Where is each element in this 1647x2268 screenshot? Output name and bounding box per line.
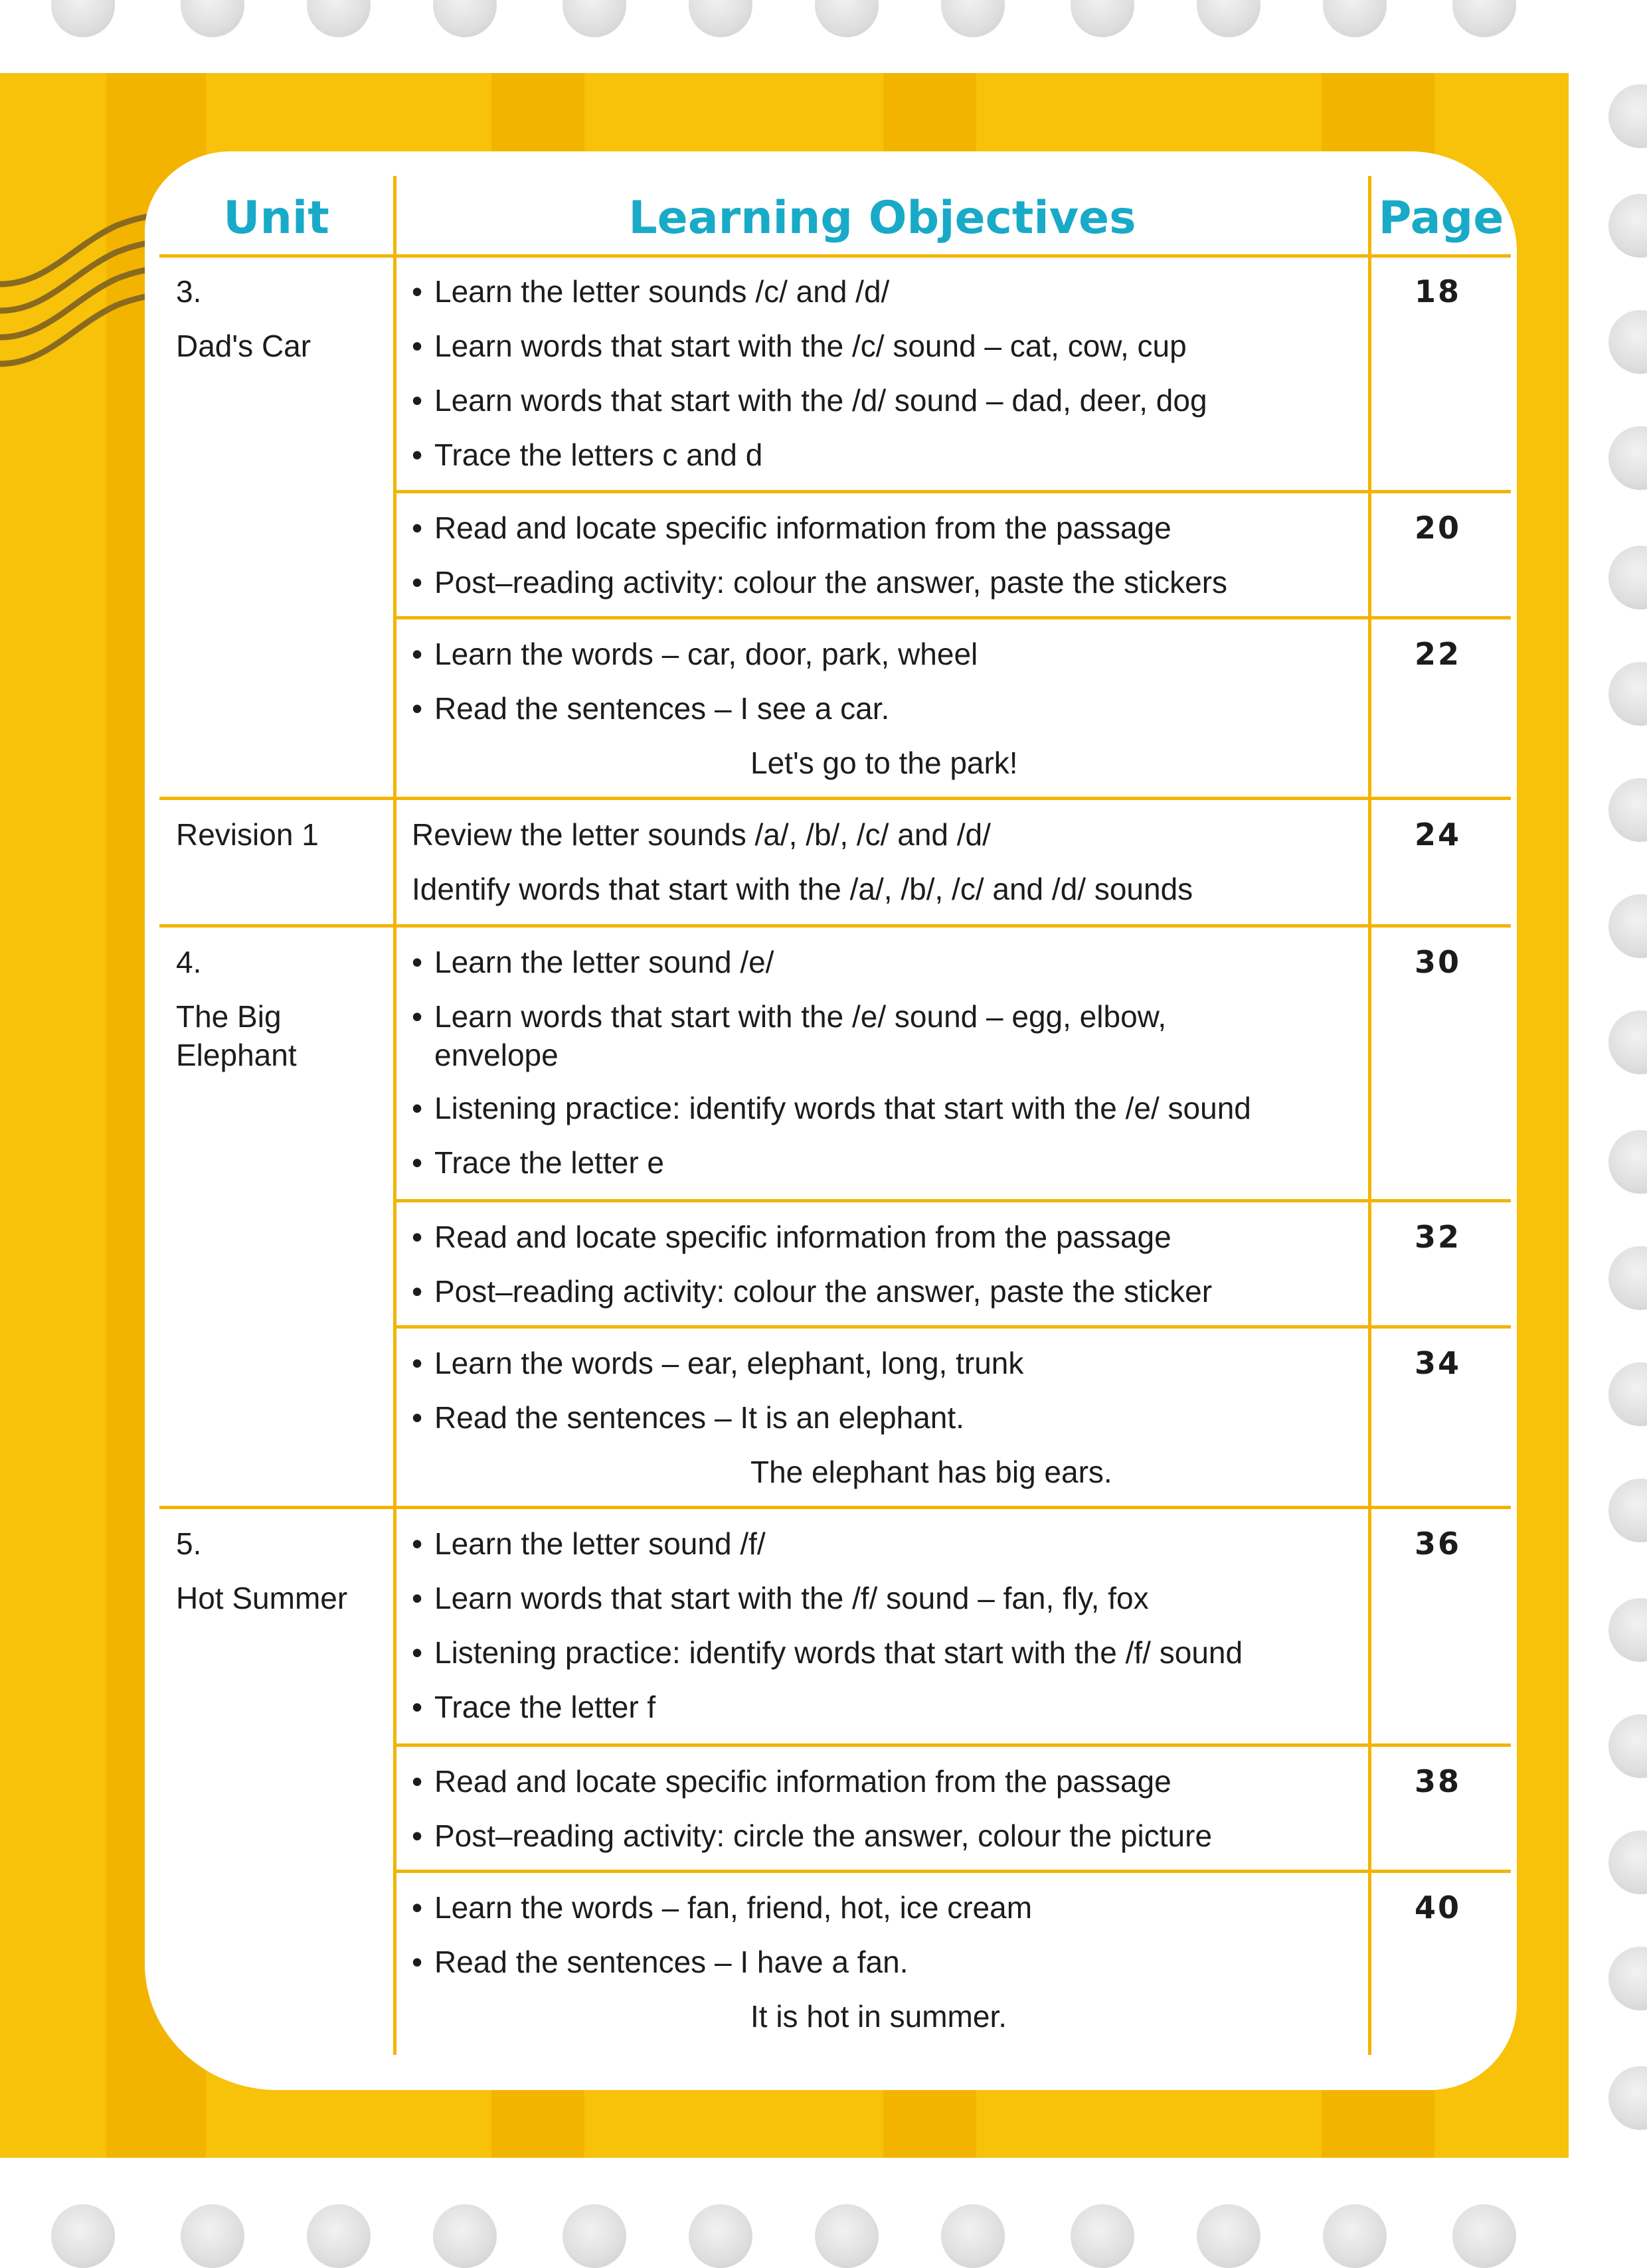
- page-number: 36: [1414, 1526, 1461, 1562]
- perforation-hole: [1452, 2204, 1516, 2268]
- row-rule: [159, 1506, 1511, 1509]
- objective-line: • Listening practice: identify words that start with the /f/ sound: [412, 1635, 1243, 1670]
- perforation-hole: [1608, 1130, 1647, 1194]
- perforation-hole: [1608, 546, 1647, 609]
- objective-line: Identify words that start with the /a/, /b/, /c/ and /d/ sounds: [412, 872, 1193, 906]
- unit-number: 3.: [176, 274, 202, 309]
- unit-cell: [176, 807, 389, 862]
- perforation-hole: [1071, 2204, 1134, 2268]
- perforation-hole: [815, 0, 879, 37]
- perforation-hole: [433, 2204, 497, 2268]
- objective-continuation: Let's go to the park!: [750, 746, 1018, 780]
- objectives-section: [412, 1754, 1355, 1863]
- objective-line: • Learn the letter sound /e/: [412, 945, 774, 979]
- page-number: 38: [1414, 1763, 1461, 1799]
- objective-line: • Learn words that start with the /f/ sound – fan, fly, fox: [412, 1581, 1149, 1615]
- unit-cell: [176, 935, 389, 1074]
- perforation-hole: [1608, 1479, 1647, 1542]
- page-number: 22: [1414, 636, 1461, 672]
- objective-line: • Learn words that start with the /e/ sound – egg, elbow, envelope: [412, 999, 1167, 1072]
- perforation-hole: [1608, 1362, 1647, 1426]
- objectives-section: [412, 807, 1355, 916]
- perforation-hole: [563, 0, 626, 37]
- objective-line: • Learn words that start with the /d/ sound – dad, deer, dog: [412, 383, 1207, 418]
- objectives-section: [412, 1880, 1355, 2044]
- unit-name: Hot Summer: [176, 1581, 348, 1615]
- objectives-section: [412, 501, 1355, 609]
- objective-line: Review the letter sounds /a/, /b/, /c/ and /d/: [412, 817, 991, 852]
- perforation-hole: [181, 0, 244, 37]
- page-number: 24: [1414, 817, 1461, 852]
- section-rule: [393, 1743, 1511, 1747]
- objectives-section: [412, 1336, 1355, 1499]
- objectives-section: [412, 1210, 1355, 1319]
- objective-continuation: The elephant has big ears.: [750, 1455, 1112, 1489]
- perforation-hole: [307, 2204, 371, 2268]
- perforation-hole: [1608, 1830, 1647, 1894]
- perforation-hole: [1608, 1714, 1647, 1778]
- objectives-section: [412, 1516, 1355, 1734]
- section-rule: [393, 616, 1511, 619]
- perforation-hole: [1608, 662, 1647, 726]
- perforation-hole: [689, 2204, 752, 2268]
- unit-cell: [176, 264, 389, 373]
- objective-line: • Read and locate specific information from the passage: [412, 1764, 1171, 1799]
- perforation-hole: [563, 2204, 626, 2268]
- objective-line: • Trace the letters c and d: [412, 438, 763, 472]
- section-rule: [393, 1199, 1511, 1202]
- column-divider: [393, 176, 396, 2055]
- perforation-hole: [1608, 310, 1647, 374]
- perforation-hole: [1323, 0, 1387, 37]
- perforation-hole: [51, 2204, 115, 2268]
- objective-line: • Listening practice: identify words that start with the /e/ sound: [412, 1091, 1251, 1125]
- perforation-hole: [1071, 0, 1134, 37]
- header-unit: Unit: [223, 191, 329, 244]
- objective-line: • Read and locate specific information from the passage: [412, 511, 1171, 545]
- perforation-hole: [1323, 2204, 1387, 2268]
- page-number: 30: [1414, 944, 1461, 980]
- row-rule: [159, 797, 1511, 800]
- objective-line: • Learn the words – ear, elephant, long, trunk: [412, 1346, 1024, 1380]
- perforation-hole: [1608, 778, 1647, 842]
- perforation-hole: [433, 0, 497, 37]
- perforation-hole: [689, 0, 752, 37]
- objective-line: • Read the sentences – I see a car.: [412, 691, 890, 726]
- unit-name: Dad's Car: [176, 329, 311, 363]
- perforation-hole: [1608, 1246, 1647, 1310]
- page-number: 40: [1414, 1890, 1461, 1925]
- perforation-hole: [1608, 1011, 1647, 1074]
- page-number: 20: [1414, 510, 1461, 546]
- objective-line: • Trace the letter e: [412, 1145, 665, 1180]
- perforation-hole: [1608, 2066, 1647, 2130]
- objective-line: • Post–reading activity: colour the answer, paste the stickers: [412, 565, 1228, 600]
- perforation-hole: [1608, 84, 1647, 148]
- row-rule: [159, 924, 1511, 928]
- section-rule: [393, 1325, 1511, 1329]
- objective-line: • Learn the words – car, door, park, wheel: [412, 637, 978, 671]
- objective-line: • Post–reading activity: circle the answer, colour the picture: [412, 1819, 1213, 1853]
- perforation-hole: [1197, 2204, 1260, 2268]
- section-rule: [393, 1870, 1511, 1873]
- header-page: Page: [1378, 191, 1504, 244]
- unit-name: Revision 1: [176, 817, 319, 852]
- objective-line: • Learn the letter sound /f/: [412, 1526, 766, 1561]
- perforation-hole: [815, 2204, 879, 2268]
- perforation-hole: [941, 2204, 1005, 2268]
- header-rule: [159, 254, 1511, 258]
- objectives-section: [412, 264, 1355, 482]
- unit-number: 5.: [176, 1526, 202, 1561]
- perforation-hole: [307, 0, 371, 37]
- perforation-hole: [941, 0, 1005, 37]
- perforation-hole: [1608, 1598, 1647, 1662]
- objectives-section: [412, 627, 1355, 790]
- unit-cell: [176, 1516, 389, 1625]
- objective-line: • Trace the letter f: [412, 1690, 656, 1724]
- section-rule: [393, 490, 1511, 493]
- page-number: 32: [1414, 1219, 1461, 1255]
- perforation-hole: [1608, 1947, 1647, 2010]
- perforation-hole: [1197, 0, 1260, 37]
- objective-line: • Learn words that start with the /c/ sound – cat, cow, cup: [412, 329, 1187, 363]
- objective-line: • Learn the words – fan, friend, hot, ice cream: [412, 1890, 1033, 1925]
- objective-line: • Read the sentences – It is an elephant.: [412, 1400, 964, 1435]
- objective-line: • Read the sentences – I have a fan.: [412, 1945, 909, 1979]
- perforation-hole: [1452, 0, 1516, 37]
- header-learning-objectives: Learning Objectives: [628, 191, 1136, 244]
- objective-line: • Read and locate specific information from the passage: [412, 1220, 1171, 1254]
- perforation-hole: [51, 0, 115, 37]
- perforation-hole: [1608, 894, 1647, 958]
- page-number: 18: [1414, 274, 1461, 309]
- objective-line: • Learn the letter sounds /c/ and /d/: [412, 274, 890, 309]
- perforation-hole: [1608, 426, 1647, 490]
- perforation-hole: [181, 2204, 244, 2268]
- objective-continuation: It is hot in summer.: [750, 1999, 1007, 2034]
- perforation-hole: [1608, 194, 1647, 258]
- objectives-section: [412, 935, 1355, 1190]
- page-number: 34: [1414, 1345, 1461, 1381]
- objective-line: • Post–reading activity: colour the answer, paste the sticker: [412, 1274, 1213, 1309]
- unit-number: 4.: [176, 945, 202, 979]
- unit-name: The Big Elephant: [176, 999, 297, 1072]
